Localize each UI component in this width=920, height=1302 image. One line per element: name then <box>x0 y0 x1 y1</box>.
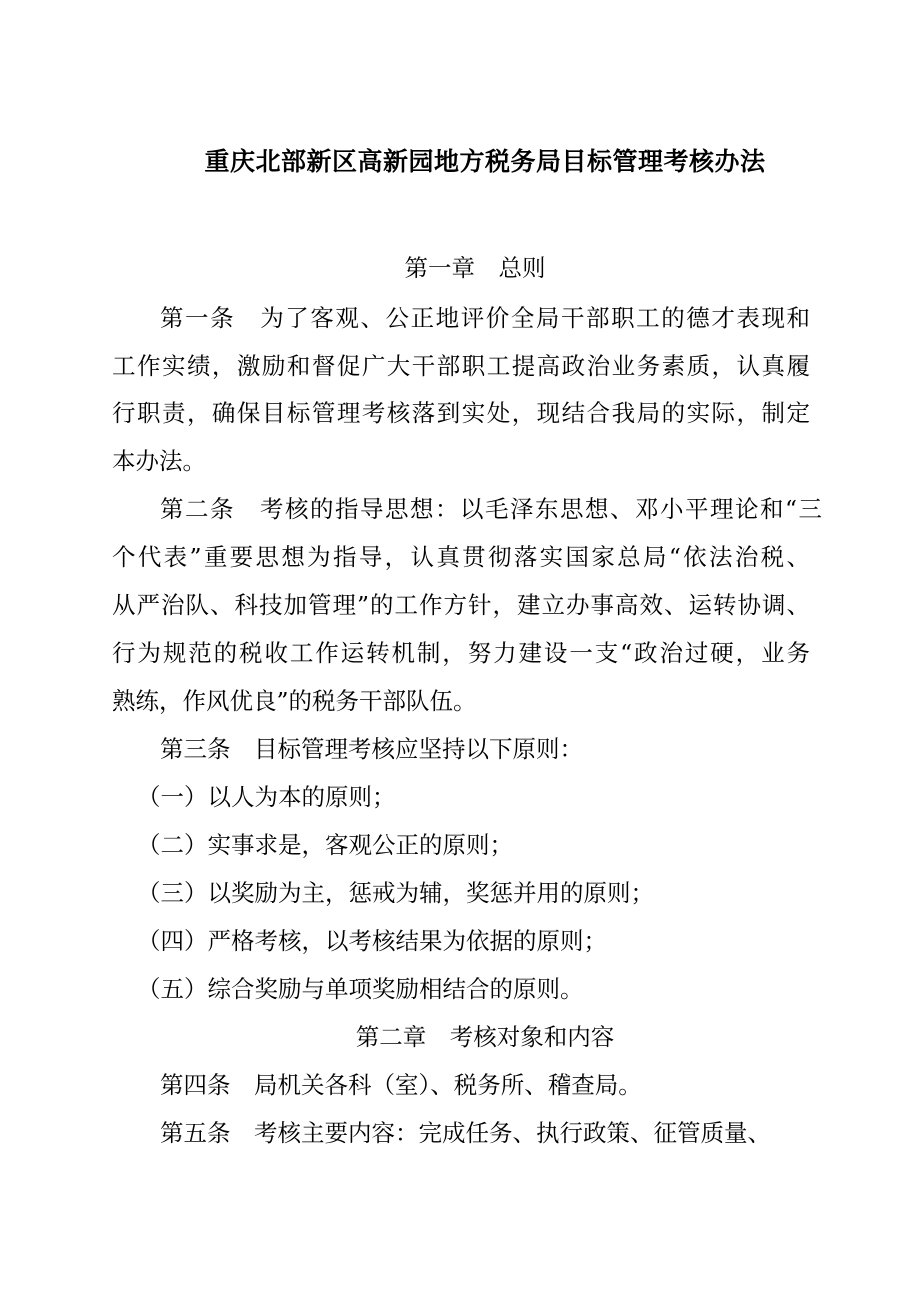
list-item: （三）以奖励为主，惩戒为辅，奖惩并用的原则； <box>137 879 654 907</box>
list-item: （四）严格考核，以考核结果为依据的原则； <box>137 927 607 955</box>
paragraph-line: 第四条 局机关各科（室）、税务所、稽查局。 <box>160 1071 642 1099</box>
paragraph-line: 从严治队、科技加管理”的工作方针，建立办事高效、运转协调、 <box>112 591 810 619</box>
list-item: （二）实事求是，客观公正的原则； <box>137 831 513 859</box>
paragraph-line: 工作实绩，激励和督促广大干部职工提高政治业务素质，认真履 <box>112 352 810 380</box>
paragraph-line: 第三条 目标管理考核应坚持以下原则： <box>160 735 583 763</box>
chapter-heading: 第二章 考核对象和内容 <box>355 1023 615 1051</box>
paragraph-line: 行为规范的税收工作运转机制，努力建设一支“政治过硬，业务 <box>112 639 810 667</box>
list-item: （一）以人为本的原则； <box>137 783 396 811</box>
paragraph-line: 个代表”重要思想为指导，认真贯彻落实国家总局“依法治税、 <box>112 543 810 571</box>
document-title: 重庆北部新区高新园地方税务局目标管理考核办法 <box>204 147 766 176</box>
paragraph-line: 行职责，确保目标管理考核落到实处，现结合我局的实际，制定 <box>112 399 810 427</box>
paragraph-line: 第二条 考核的指导思想：以毛泽东思想、邓小平理论和“三 <box>160 495 822 523</box>
paragraph-line: 本办法。 <box>112 447 206 475</box>
paragraph-line: 第五条 考核主要内容：完成任务、执行政策、征管质量、 <box>160 1119 771 1147</box>
list-item: （五）综合奖励与单项奖励相结合的原则。 <box>137 975 584 1003</box>
chapter-heading: 第一章 总则 <box>404 254 546 282</box>
paragraph-line: 熟练，作风优良”的税务干部队伍。 <box>112 687 477 715</box>
paragraph-line: 第一条 为了客观、公正地评价全局干部职工的德才表现和 <box>160 304 810 332</box>
